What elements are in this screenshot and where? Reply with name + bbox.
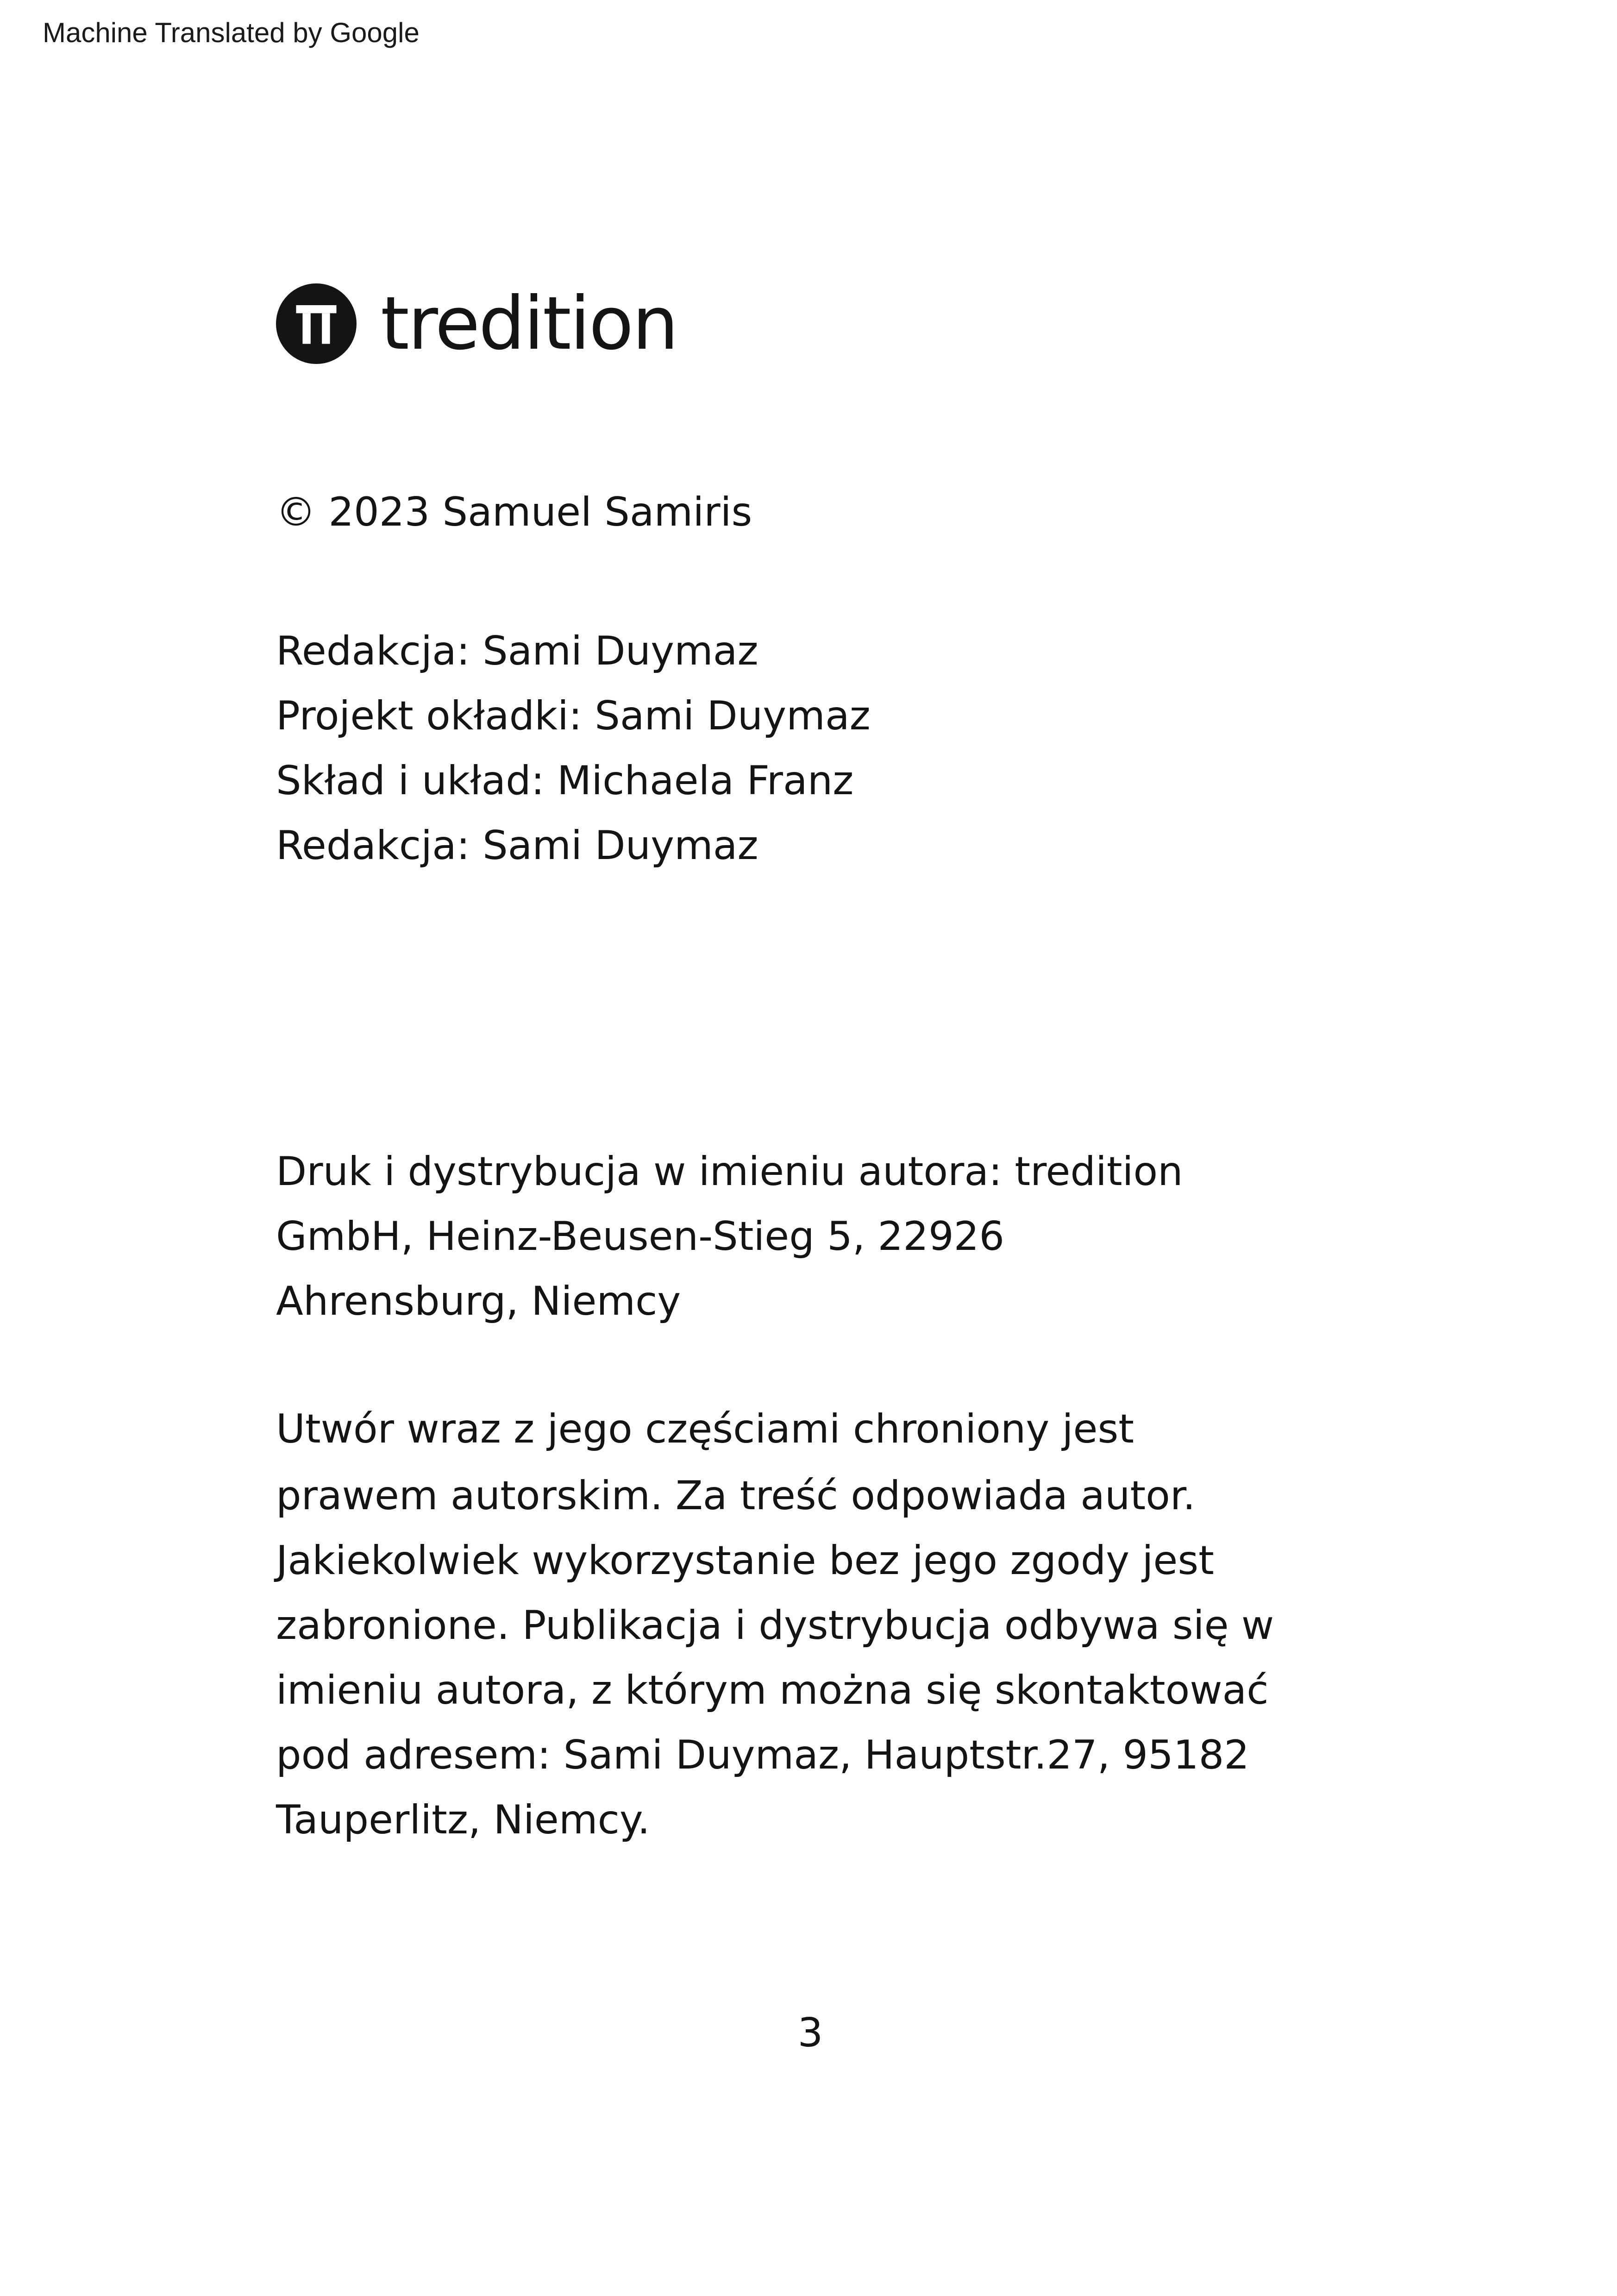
printing-line: GmbH, Heinz-Beusen-Stieg 5, 22926 [276, 1213, 1005, 1260]
credit-line: Redakcja: Sami Duymaz [276, 822, 758, 869]
rights-line: Utwór wraz z jego częściami chroniony jest [276, 1406, 1134, 1452]
credit-line: Projekt okładki: Sami Duymaz [276, 693, 871, 739]
rights-line: zabronione. Publikacja i dystrybucja odbywa się w [276, 1602, 1274, 1649]
credit-line: Skład i układ: Michaela Franz [276, 758, 854, 804]
rights-line: Jakiekolwiek wykorzystanie bez jego zgody jest [276, 1537, 1214, 1584]
rights-line: Tauperlitz, Niemcy. [276, 1797, 650, 1843]
printing-line: Ahrensburg, Niemcy [276, 1278, 681, 1324]
rights-line: imieniu autora, z którym można się skontaktować [276, 1667, 1269, 1713]
copyright-line: © 2023 Samuel Samiris [276, 489, 752, 535]
rights-line: prawem autorskim. Za treść odpowiada autor. [276, 1473, 1196, 1519]
publisher-logo [276, 283, 677, 364]
credit-line: Redakcja: Sami Duymaz [276, 628, 758, 674]
tredition-logo-icon [276, 283, 357, 364]
rights-line: pod adresem: Sami Duymaz, Hauptstr.27, 95182 [276, 1732, 1250, 1778]
logo-wordmark: tredition [381, 281, 677, 366]
printing-line: Druk i dystrybucja w imieniu autora: tredition [276, 1148, 1183, 1195]
page-number: 3 [797, 2010, 823, 2056]
translation-banner: Machine Translated by Google [43, 17, 420, 48]
